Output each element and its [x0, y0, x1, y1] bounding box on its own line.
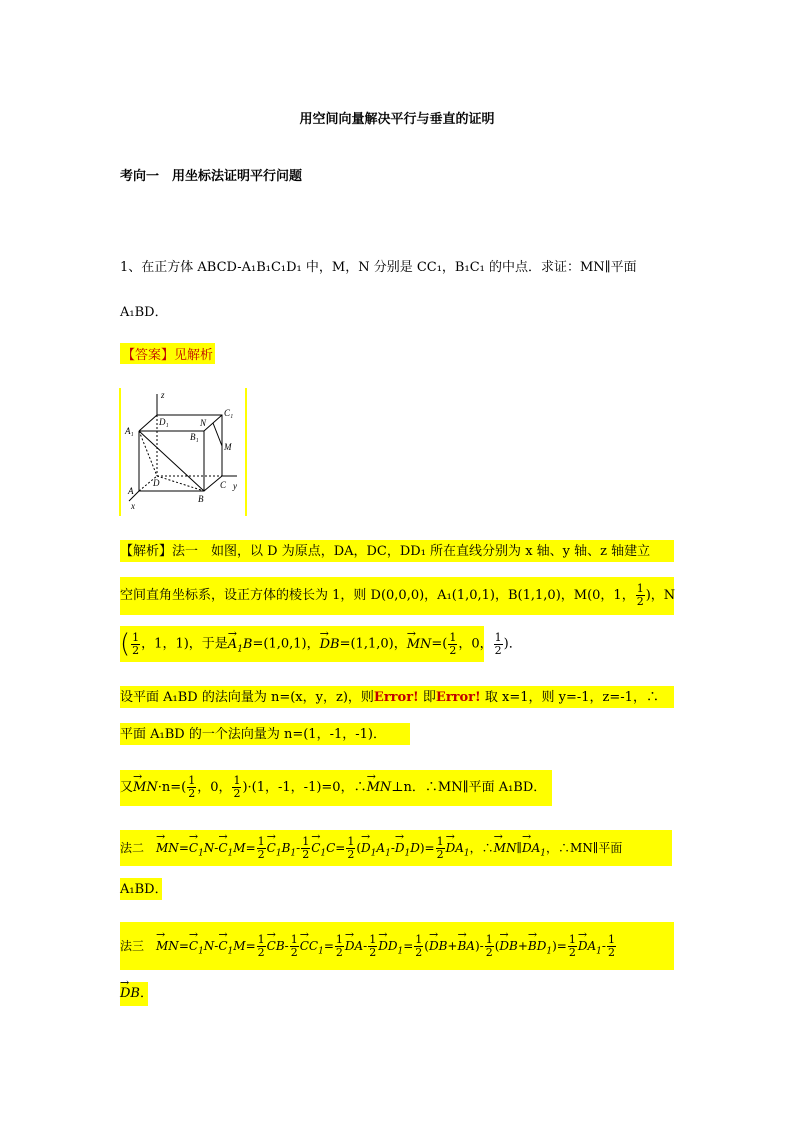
- solution-line-7: 法二 → $MN=\to C_1N-\to C_1M=$ $\frac{1}{2}$ → $C_1B_1-$ $\frac{1}{2}$ → $C_1C=$ $\frac{1}{2}$ (→ $D_1A_1-\to D_1D)=$ $\frac{1}{2}$ → $DA_1$，∴→ MN∥→ $DA_1$，∴MN∥平面: [120, 830, 672, 866]
- figure-label: A₁: [125, 426, 134, 436]
- problem-line-1: 1、在正方体 ABCD-A₁B₁C₁D₁ 中，M，N 分别是 CC₁，B₁C₁ 的中点．求证：MN∥平面: [120, 260, 637, 275]
- solution-line-9: 法三 → $MN=\to C_1N-\to C_1M=$ $\frac{1}{2}$ → CB- $\frac{1}{2}$ → $CC_1=$ $\frac{1}{2}$ → DA- $\frac{1}{2}$ → $DD_1=$ $\frac{1}{2}$ (→ DB+→ BA)- $\frac{1}{2}$ (→ $DB+\to BD_1)=$ $\frac{1}{2}$ → $DA_1-$ $\frac{1}{2}$: [120, 922, 674, 970]
- solution-text: 空间直角坐标系，设正方体的棱长为 1，则 D(0,0,0)，A₁(1,0,1)，B(1,1,0)，M(0，1，: [120, 588, 635, 603]
- figure-label: C: [220, 480, 227, 490]
- page-title: 用空间向量解决平行与垂直的证明: [299, 112, 495, 127]
- figure-label: D: [153, 478, 160, 488]
- figure-label: x: [131, 501, 135, 511]
- figure-label: C₁: [224, 408, 234, 418]
- figure-label: y: [233, 481, 237, 491]
- solution-line-10: → DB．: [120, 982, 148, 1006]
- solution-line-4: 设平面 A₁BD 的法向量为 n=(x，y，z)，则Error! 即Error! 取 x=1，则 y=-1，z=-1，∴: [120, 686, 674, 708]
- figure-label: B₁: [190, 432, 199, 442]
- solution-line-6: 又→ MN·n=( $\frac{1}{2}$ ，0， $\frac{1}{2}$ )·(1，-1，-1)=0，∴→ MN⊥n．∴MN∥平面 A₁BD．: [120, 770, 552, 806]
- fraction: $\frac{1}{2}$: [636, 582, 644, 608]
- fraction: $\frac{1}{2}$: [132, 630, 140, 657]
- solution-line-8: A₁BD．: [120, 878, 162, 900]
- cube-figure: [119, 388, 249, 516]
- section-heading: 考向一 用坐标法证明平行问题: [120, 169, 303, 184]
- figure-label: B: [198, 494, 204, 504]
- solution-line-2: [120, 577, 674, 615]
- solution-text: 【解析】法一 如图，以 D 为原点，DA，DC，DD₁ 所在直线分别为 x 轴、y 轴、z 轴建立: [120, 544, 651, 559]
- figure-label: D₁: [159, 417, 169, 427]
- figure-label: M: [224, 442, 232, 452]
- solution-line-3: ( $\frac{1}{2}$ ，1，1)，于是→ $A_1B=(1,0,1)$，→ DB=(1,1,0)，→ MN=( $\frac{1}{2}$ ，0， $\frac{1}{2}$ )．: [120, 626, 484, 662]
- solution-text: )，N: [645, 588, 676, 603]
- figure-label: z: [161, 390, 165, 400]
- solution-line-5: 平面 A₁BD 的一个法向量为 n=(1，-1，-1)．: [120, 723, 410, 745]
- solution-text: 1，1)，于是: [154, 636, 228, 652]
- figure-highlight-left: [119, 388, 121, 516]
- problem-line-2: A₁BD．: [120, 305, 168, 320]
- answer-label: 【答案】见解析: [120, 343, 215, 364]
- figure-label: N: [200, 418, 207, 428]
- figure-label: A: [128, 486, 134, 496]
- solution-line-1: [120, 540, 674, 562]
- figure-highlight-right: [245, 388, 247, 516]
